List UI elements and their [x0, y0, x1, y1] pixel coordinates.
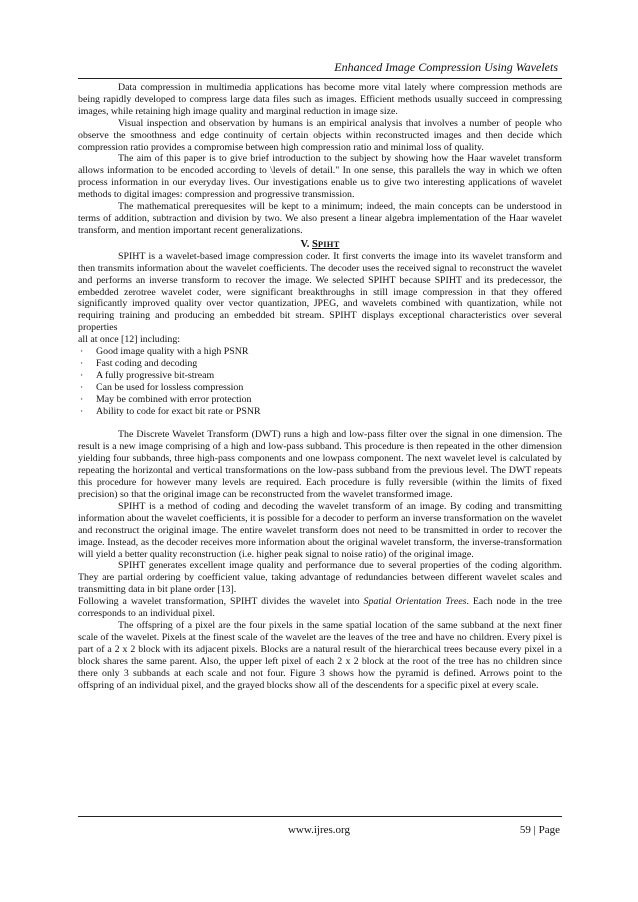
header-rule	[78, 78, 562, 79]
list-item	[78, 394, 562, 406]
text-run: . Each node in the tree corresponds to an individual pixel.	[78, 596, 562, 620]
paragraph-intro-4: The mathematical prerequesites will be kept to a minimum; indeed, the main concepts can be understood in terms of addition, subtraction and division by two. We also present a linear algebra implementation of the Haar wavelet transform, and mention important recent generalizations.	[78, 201, 562, 236]
section-heading	[78, 238, 562, 251]
paragraph-intro-3: The aim of this paper is to give brief introduction to the subject by showing how the Haar wavelet transform allows information to be encoded according to \levels of detail." In one sense, this parallels the way in which we often process information in our everyday lives. Our investigations enable us to give two interesting applications of wavelet methods to digital images: compression and progressive transmission.	[78, 153, 562, 201]
list-item-text: Can be used for lossless compression	[96, 381, 244, 393]
bullet-icon: ·	[80, 393, 84, 405]
list-item-text: May be combined with error protection	[96, 393, 252, 405]
list-item	[78, 382, 562, 394]
section-number: V.	[300, 238, 310, 250]
paragraph-spiht-method: SPIHT is a method of coding and decoding the wavelet transform of an image. By coding and transmitting information about the wavelet coefficients, it is possible for a decoder to perform an inverse transformation on the wavelet and reconstruct the original image. The entire wavelet transform does not need to be transmitted in order to recover the image. Instead, as the decoder receives more information about the original wavelet transform, the inverse-transformation will yield a better quality reconstruction (i.e. higher peak signal to noise ratio) of the original image.	[78, 500, 562, 560]
paragraph-intro-1: Data compression in multimedia applications has become more vital lately where compression methods are being rapidly developed to compress large data files such as images. Efficient methods usually succeed in compressing images, while retaining high image quality and marginal reduction in image size.	[78, 82, 562, 117]
running-header-title: Enhanced Image Compression Using Wavelets	[334, 60, 558, 74]
paragraph-dwt: The Discrete Wavelet Transform (DWT) runs a high and low-pass filter over the signal in one dimension. The result is a new image comprising of a high and low-pass subband. This procedure is then repeated in the other dimension yielding four subbands, three high-pass components and one lowpass component. The next wavelet level is calculated by repeating the horizontal and vertical transformations on the low-pass subband from the previous level. The DWT repeats this procedure for however many levels are required. Each procedure is fully reversible (within the limits of fixed precision) so that the original image can be reconstructed from the wavelet transformed image.	[78, 429, 562, 500]
bullet-icon: ·	[80, 346, 84, 358]
page-body	[78, 82, 562, 691]
list-item	[78, 406, 562, 418]
list-item-text: A fully progressive bit-stream	[96, 369, 215, 381]
section-title-initial: S	[312, 238, 318, 250]
list-item	[78, 370, 562, 382]
footer-url-link[interactable]: www.ijres.org	[287, 824, 351, 836]
list-item-text: Good image quality with a high PSNR	[96, 346, 249, 358]
section-title-rest: PIHT	[317, 238, 340, 249]
paragraph-offspring: The offspring of a pixel are the four pixels in the same spatial location of the same subband at the next finer scale of the wavelet. Pixels at the finest scale of the wavelet are the leaves of the tree and have no children. Every pixel is part of a 2 x 2 block with its adjacent pixels. Blocks are a natural result of the hierarchical trees because every pixel in a block shares the same parent. Also, the upper left pixel of each 2 x 2 block at the root of the tree has no children since there only 3 subbands at each scale and not four. Figure 3 shows how the pyramid is defined. Arrows point to the offspring of an individual pixel, and the grayed blocks show all of the descendents for a specific pixel at every scale.	[78, 619, 562, 691]
spacer	[78, 417, 562, 429]
paragraph-spiht-quality: SPIHT generates excellent image quality and performance due to several properties of the coding algorithm. They are partial ordering by coefficient value, taking advantage of redundancies between different wavelet scales and transmitting data in bit plane order [13].	[78, 560, 562, 596]
paragraph-spiht-intro: SPIHT is a wavelet-based image compression coder. It first converts the image into its wavelet transform and then transmits information about the wavelet coefficients. The decoder uses the received signal to reconstruct the wavelet and performs an inverse transform to recover the image. We selected SPIHT because SPIHT and its predecessor, the embedded zerotree wavelet coder, were significant breakthroughs in still image compression in that they offered significantly improved quality over vector quantization, JPEG, and wavelets combined with quantization, while not requiring training and producing an embedded bit stream. SPIHT displays exceptional characteristics over several properties	[78, 250, 562, 334]
bullet-icon: ·	[80, 357, 84, 369]
bullet-icon: ·	[80, 369, 84, 381]
list-item	[78, 358, 562, 370]
bullet-icon: ·	[80, 381, 84, 393]
properties-list	[78, 346, 562, 417]
text-run: Following a wavelet transformation, SPIHT divides the wavelet into	[78, 596, 364, 608]
list-item	[78, 346, 562, 358]
bullet-icon: ·	[80, 405, 84, 417]
list-item-text: Fast coding and decoding	[96, 357, 198, 369]
footer-page-number: 59 | Page	[519, 824, 560, 836]
paragraph-spiht-lead: all at once [12] including:	[78, 334, 181, 346]
list-item-text: Ability to code for exact bit rate or PSNR	[96, 405, 261, 417]
emphasis-term: Spatial Orientation Trees	[363, 596, 467, 608]
paragraph-intro-2: Visual inspection and observation by humans is an empirical analysis that involves a number of people who observe the smoothness and edge continuity of certain objects within reconstructed images and then decide which compression ratio provides a compromise between high compression ratio and minimal loss of quality.	[78, 117, 562, 153]
paragraph-spatial-trees	[78, 596, 562, 620]
footer-rule	[78, 816, 562, 817]
